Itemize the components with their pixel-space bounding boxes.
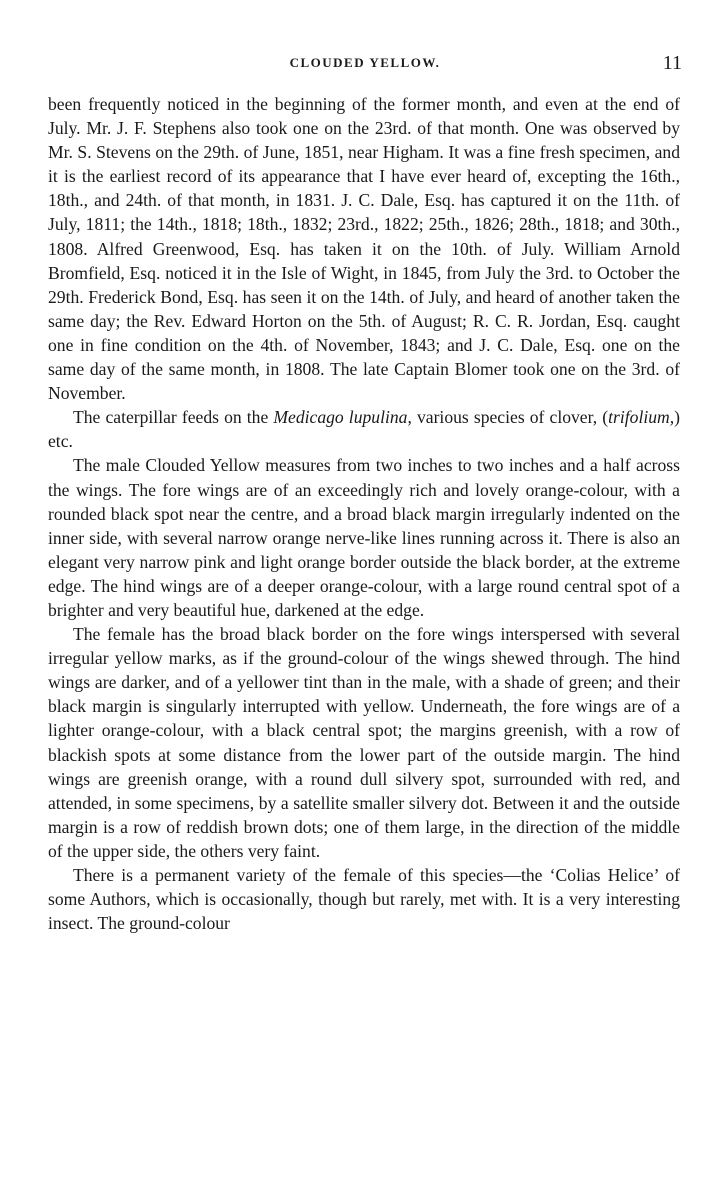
caterpillar-text-middle: , various species of clover, (: [407, 407, 609, 428]
paragraph-dates: been frequently noticed in the beginning of the former month, and even at the end of July. Mr. J. F. Stephens also took one on the 23rd. of that month. One was observed by Mr. S. Stevens on the 29th. of June, 1851, near Higham. It was a fine fresh specimen, and it is the earliest record of its appearance that I have ever heard of, excepting the 16th., 18th., and 24th. of that month, in 1831. J. C. Dale, Esq. has captured it on the 11th. of July, 1811; the 14th., 1818; 18th., 1832; 23rd., 1822; 25th., 1826; 28th., 1818; and 30th., 1808. Alfred Greenwood, Esq. has taken it on the 10th. of July. William Arnold Bromfield, Esq. noticed it in the Isle of Wight, in 1845, from July the 3rd. to October the 29th. Frederick Bond, Esq. has seen it on the 14th. of July, and heard of another taken the same day; the Rev. Edward Horton on the 5th. of August; R. C. R. Jordan, Esq. caught one in fine condition on the 4th. of November, 1843; and J. C. Dale, Esq. one on the same day of the same month, in 1808. The late Captain Blomer took one on the 3rd. of November.: [48, 94, 680, 404]
caterpillar-text-end: ) etc.: [48, 407, 680, 452]
body-text: [48, 92, 680, 935]
paragraph-variety: There is a permanent variety of the female of this species—the ‘Colias Helice’ of some Authors, which is occasionally, though but rarely, met with. It is a very interesting insect. The ground-colour: [48, 865, 680, 934]
running-head: [48, 52, 682, 76]
paragraph-female-description: The female has the broad black border on the fore wings interspersed with several irregular yellow marks, as if the ground-colour of the wings shewed through. The hind wings are darker, and of a yellower tint than in the male, with a shade of green; and their black margin is singularly interrupted with yellow. Underneath, the fore wings are of a lighter orange-colour, with a black central spot; the margins greenish, with a row of blackish spots at some distance from the lower part of the outside margin. The hind wings are greenish orange, with a round dull silvery spot, surrounded with red, and attended, in some specimens, by a satellite smaller silvery dot. Between it and the outside margin is a row of reddish brown dots; one of them large, in the direction of the middle of the upper side, the others very faint.: [48, 624, 680, 861]
running-title: CLOUDED YELLOW.: [289, 55, 441, 70]
species-name-medicago: Medicago lupulina: [273, 407, 408, 428]
page-number: 11: [662, 52, 682, 74]
paragraph-male-description: The male Clouded Yellow measures from two inches to two inches and a half across the wings. The fore wings are of an exceedingly rich and lovely orange-colour, with a rounded black spot near the centre, and a broad black margin irregularly indented on the inner side, with several narrow orange nerve-like lines running across it. There is also an elegant very narrow pink and light orange border outside the black border, at the extreme edge. The hind wings are of a deeper orange-colour, with a large round central spot of a brighter and very beautiful hue, darkened at the edge.: [48, 455, 680, 620]
paragraph-caterpillar: [48, 405, 680, 453]
caterpillar-text-start: The caterpillar feeds on the: [73, 407, 274, 428]
species-name-trifolium: trifolium,: [608, 407, 675, 428]
